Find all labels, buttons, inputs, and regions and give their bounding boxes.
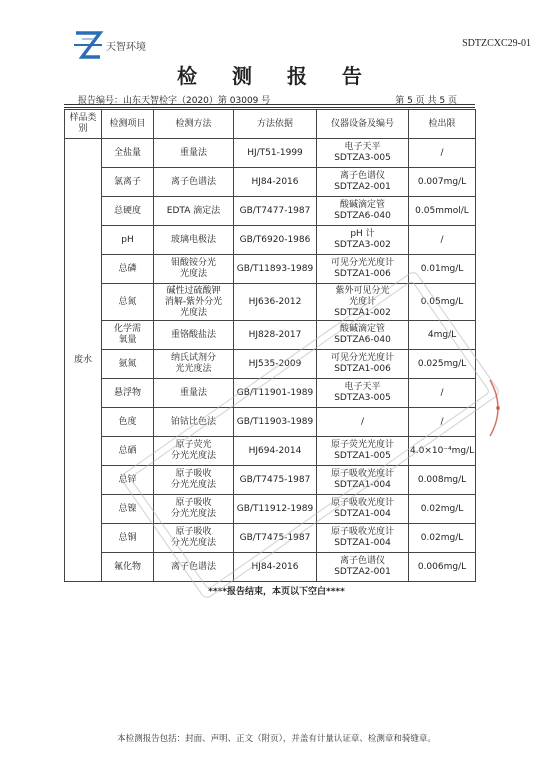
detection-limit-cell: 4.0×10⁻⁴mg/L — [409, 437, 476, 466]
sample-type-cell: 废水 — [65, 139, 102, 582]
method-basis-cell: HJ535-2009 — [234, 350, 317, 379]
instrument-cell: / — [317, 408, 409, 437]
detection-limit-cell: 0.007mg/L — [409, 168, 476, 197]
detection-limit-cell: 0.008mg/L — [409, 466, 476, 495]
method-basis-cell: GB/T11893-1989 — [234, 255, 317, 284]
test-item-cell: 总锌 — [102, 466, 154, 495]
page-info: 第 5 页 共 5 页 — [395, 96, 457, 106]
test-method-cell: 玻璃电极法 — [154, 226, 234, 255]
instrument-cell: 原子吸收光度计 SDTZA1-004 — [317, 466, 409, 495]
method-basis-cell: HJ84-2016 — [234, 168, 317, 197]
detection-limit-cell: 0.006mg/L — [409, 553, 476, 582]
instrument-cell: 电子天平 SDTZA3-005 — [317, 379, 409, 408]
column-header: 检测项目 — [102, 110, 154, 139]
table-row — [65, 139, 476, 168]
test-method-cell: 原子荧光 分光光度法 — [154, 437, 234, 466]
method-basis-cell: HJ828-2017 — [234, 321, 317, 350]
table-row — [65, 168, 476, 197]
instrument-cell: 原子荧光光度计 SDTZA1-005 — [317, 437, 409, 466]
instrument-cell: 离子色谱仪 SDTZA2-001 — [317, 168, 409, 197]
method-basis-cell: GB/T11901-1989 — [234, 379, 317, 408]
test-method-cell: 离子色谱法 — [154, 553, 234, 582]
column-header: 检测方法 — [154, 110, 234, 139]
detection-limit-cell: 0.01mg/L — [409, 255, 476, 284]
test-item-cell: 总镍 — [102, 495, 154, 524]
test-method-cell: 原子吸收 分光光度法 — [154, 466, 234, 495]
test-item-cell: 氨氮 — [102, 350, 154, 379]
detection-limit-cell: 0.02mg/L — [409, 495, 476, 524]
test-method-cell: 碱性过硫酸钾 消解-紫外分光 光度法 — [154, 284, 234, 321]
red-seam-stamp — [488, 378, 508, 438]
table-row — [65, 197, 476, 226]
report-number: 报告编号：山东天智检字（2020）第 03009 号 — [78, 96, 271, 106]
test-method-cell: 钼酸铵分光 光度法 — [154, 255, 234, 284]
method-basis-cell: GB/T7475-1987 — [234, 524, 317, 553]
test-item-cell: 总磷 — [102, 255, 154, 284]
table-row — [65, 255, 476, 284]
method-basis-cell: HJ694-2014 — [234, 437, 317, 466]
detection-limit-cell: / — [409, 139, 476, 168]
table-row — [65, 524, 476, 553]
test-method-table — [64, 109, 476, 582]
test-item-cell: 总氮 — [102, 284, 154, 321]
detection-limit-cell: 0.05mmol/L — [409, 197, 476, 226]
table-row — [65, 495, 476, 524]
test-item-cell: 总硒 — [102, 437, 154, 466]
detection-limit-cell: 0.05mg/L — [409, 284, 476, 321]
brand-name: 天智环境 — [106, 42, 146, 53]
test-method-cell: 原子吸收 分光光度法 — [154, 495, 234, 524]
test-item-cell: pH — [102, 226, 154, 255]
table-row — [65, 466, 476, 495]
company-logo-icon — [72, 28, 104, 62]
table-row — [65, 379, 476, 408]
instrument-cell: 酸碱滴定管 SDTZA6-040 — [317, 321, 409, 350]
instrument-cell: pH 计 SDTZA3-002 — [317, 226, 409, 255]
test-method-cell: 重量法 — [154, 139, 234, 168]
document-code: SDTZCXC29-01 — [462, 38, 531, 49]
column-header: 样品类别 — [65, 110, 102, 139]
table-row — [65, 226, 476, 255]
column-header: 方法依据 — [234, 110, 317, 139]
footer-note: 本检测报告包括：封面、声明、正文（附页），并盖有计量认证章、检测章和骑缝章。 — [117, 734, 436, 744]
header-divider-thick — [64, 104, 475, 105]
test-method-cell: 重铬酸盐法 — [154, 321, 234, 350]
instrument-cell: 紫外可见分光 光度计 SDTZA1-002 — [317, 284, 409, 321]
detection-limit-cell: / — [409, 408, 476, 437]
method-basis-cell: GB/T11912-1989 — [234, 495, 317, 524]
table-row — [65, 350, 476, 379]
instrument-cell: 离子色谱仪 SDTZA2-001 — [317, 553, 409, 582]
test-item-cell: 总硬度 — [102, 197, 154, 226]
method-basis-cell: GB/T6920-1986 — [234, 226, 317, 255]
test-method-cell: 原子吸收 分光光度法 — [154, 524, 234, 553]
test-method-cell: 铂钴比色法 — [154, 408, 234, 437]
column-header: 检出限 — [409, 110, 476, 139]
detection-limit-cell: / — [409, 226, 476, 255]
test-item-cell: 色度 — [102, 408, 154, 437]
test-item-cell: 氟化物 — [102, 553, 154, 582]
table-row — [65, 321, 476, 350]
test-method-cell: 纳氏试剂分 光光度法 — [154, 350, 234, 379]
instrument-cell: 原子吸收光度计 SDTZA1-004 — [317, 524, 409, 553]
test-item-cell: 氯离子 — [102, 168, 154, 197]
page-title: 检 测 报 告 — [177, 64, 376, 88]
header-divider-thin — [64, 107, 475, 108]
test-item-cell: 悬浮物 — [102, 379, 154, 408]
column-header: 仪器设备及编号 — [317, 110, 409, 139]
instrument-cell: 酸碱滴定管 SDTZA6-040 — [317, 197, 409, 226]
table-row — [65, 284, 476, 321]
test-method-cell: 重量法 — [154, 379, 234, 408]
detection-limit-cell: 0.02mg/L — [409, 524, 476, 553]
detection-limit-cell: / — [409, 379, 476, 408]
method-basis-cell: HJ84-2016 — [234, 553, 317, 582]
instrument-cell: 原子吸收光度计 SDTZA1-004 — [317, 495, 409, 524]
end-of-report-note: ****报告结束，本页以下空白**** — [208, 587, 345, 597]
detection-limit-cell: 4mg/L — [409, 321, 476, 350]
table-header-row — [65, 110, 476, 139]
detection-limit-cell: 0.025mg/L — [409, 350, 476, 379]
test-item-cell: 全盐量 — [102, 139, 154, 168]
test-method-cell: EDTA 滴定法 — [154, 197, 234, 226]
instrument-cell: 可见分光光度计 SDTZA1-006 — [317, 255, 409, 284]
test-item-cell: 化学需 氧量 — [102, 321, 154, 350]
instrument-cell: 电子天平 SDTZA3-005 — [317, 139, 409, 168]
method-basis-cell: HJ/T51-1999 — [234, 139, 317, 168]
table-row — [65, 408, 476, 437]
method-basis-cell: GB/T11903-1989 — [234, 408, 317, 437]
table-row — [65, 553, 476, 582]
test-method-cell: 离子色谱法 — [154, 168, 234, 197]
table-row — [65, 437, 476, 466]
method-basis-cell: GB/T7475-1987 — [234, 466, 317, 495]
method-basis-cell: GB/T7477-1987 — [234, 197, 317, 226]
test-item-cell: 总铜 — [102, 524, 154, 553]
instrument-cell: 可见分光光度计 SDTZA1-006 — [317, 350, 409, 379]
method-basis-cell: HJ636-2012 — [234, 284, 317, 321]
